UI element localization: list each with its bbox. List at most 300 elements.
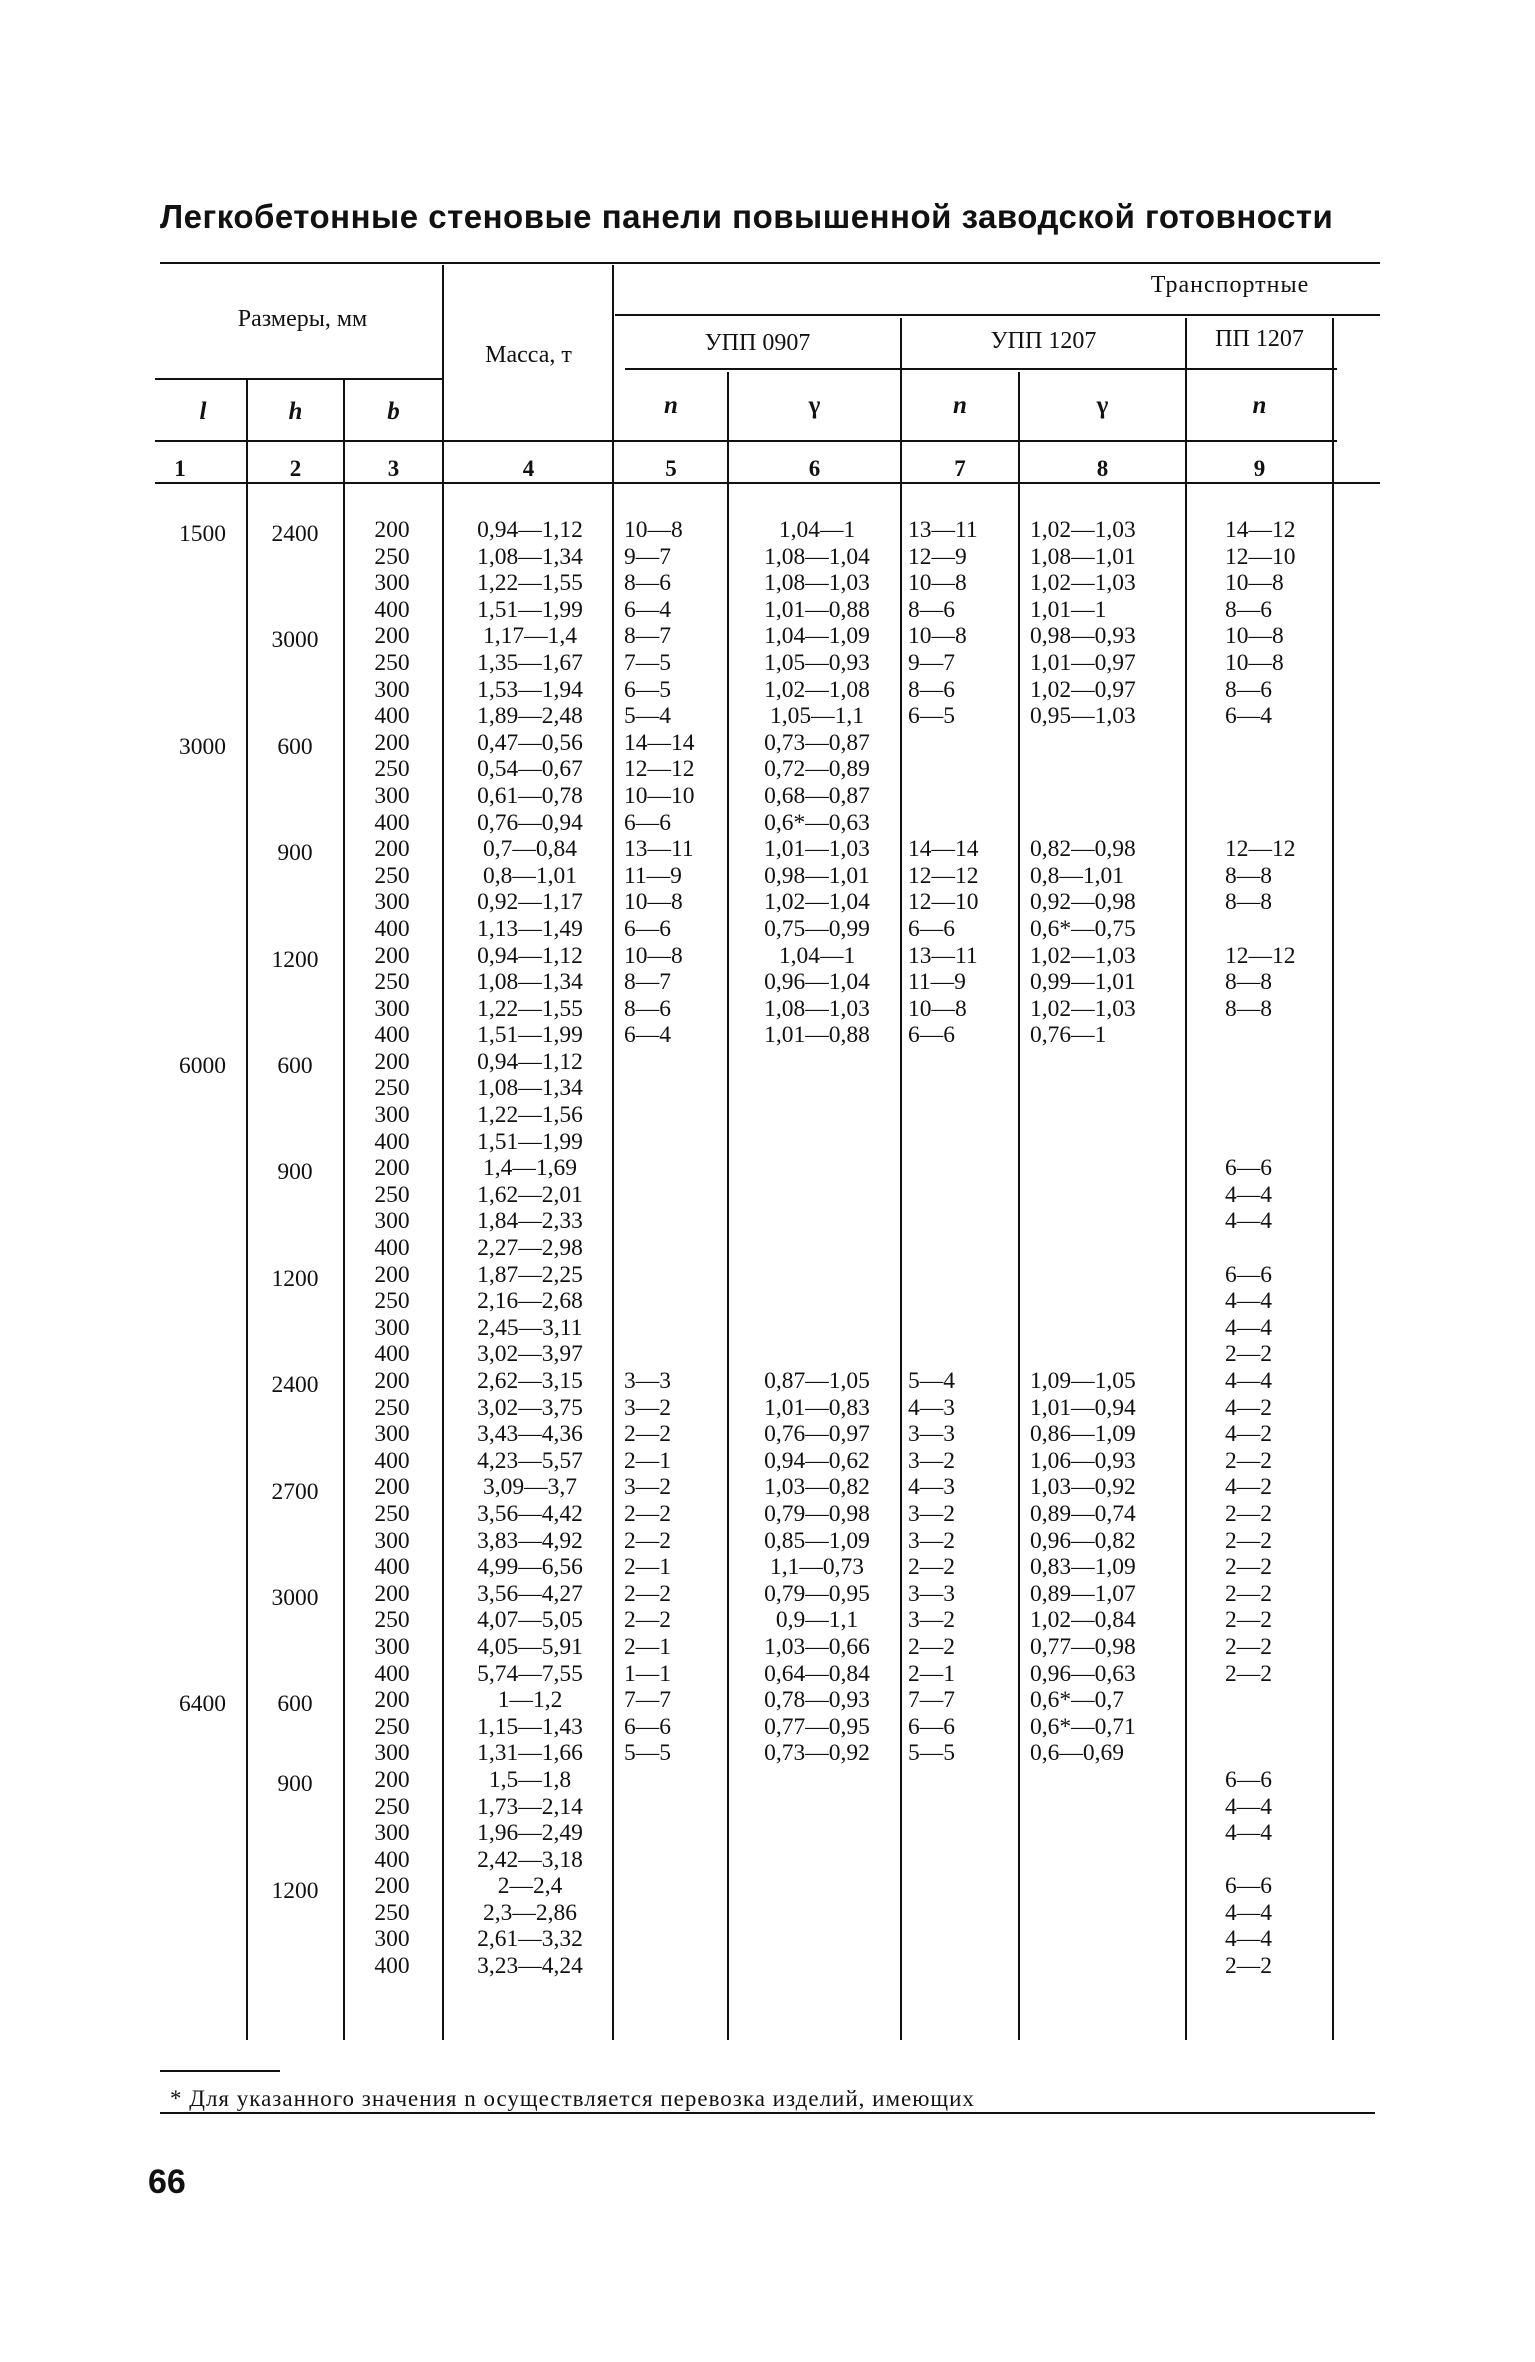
h-value: 3000 [271,627,319,654]
n-upp1207-value: 6—6 [908,1713,955,1740]
gamma-upp1207-value: 0,82—0,98 [1030,836,1136,863]
mass-value: 0,94—1,12 [477,1048,583,1075]
b-value: 400 [374,1128,410,1155]
header-upp0907: УПП 0907 [704,330,811,356]
n-upp1207-value: 9—7 [908,649,955,676]
column-gamma-upp0907 [742,517,892,1980]
mass-value: 1,08—1,34 [477,1075,583,1102]
n-pp1207-value [1225,783,1305,810]
gamma-upp1207-value [1030,1288,1175,1315]
n-upp1207-value [908,1767,998,1794]
gamma-upp1207-value: 0,6*—0,71 [1030,1713,1136,1740]
b-value: 200 [374,517,410,543]
b-value: 200 [374,1368,410,1394]
n-upp0907-value: 5—4 [624,703,671,730]
n-upp0907-value: 6—5 [624,676,671,703]
n-upp1207-value: 4—3 [908,1474,955,1501]
b-value: 300 [374,1527,410,1554]
gamma-upp0907-value: 1,01—0,83 [764,1394,870,1421]
gamma-upp1207-value [1030,1900,1175,1927]
b-value: 200 [374,1155,410,1182]
gamma-upp1207-value: 1,01—0,97 [1030,649,1136,676]
n-upp0907-value [624,1341,704,1368]
gamma-upp1207-value [1030,1182,1175,1209]
n-upp0907-value [624,1075,704,1102]
col-divider-5-6 [727,372,729,2040]
b-value: 400 [374,1554,410,1581]
n-upp1207-value [908,1049,998,1076]
mass-value: 0,7—0,84 [483,836,577,863]
gamma-upp1207-value: 0,99—1,01 [1030,969,1136,996]
header-transport: Транспортные [1150,272,1310,298]
header-n-upp0907: n [664,392,678,419]
n-upp0907-value: 13—11 [624,836,694,863]
gamma-upp1207-value [1030,1953,1175,1980]
gamma-upp0907-value [742,1315,892,1342]
n-upp1207-value: 5—5 [908,1740,955,1767]
gamma-upp0907-value [742,1075,892,1102]
b-value: 200 [374,1687,410,1714]
n-pp1207-value: 2—2 [1225,1500,1272,1527]
gamma-upp1207-value [1030,756,1175,783]
gamma-upp0907-value: 1,1—0,73 [770,1554,864,1581]
b-value: 250 [374,1500,410,1527]
mass-value: 3,56—4,27 [477,1580,583,1607]
col-divider-mass-transport [612,265,614,2040]
gamma-upp0907-value [742,1208,892,1235]
mass-value: 1,22—1,56 [477,1102,583,1129]
header-l: l [199,398,207,425]
gamma-upp1207-value: 0,76—1 [1030,1022,1107,1049]
n-upp1207-value [908,1155,998,1182]
gamma-upp0907-value: 1,05—1,1 [770,703,864,730]
n-upp1207-value: 13—11 [908,942,978,969]
b-value: 250 [374,969,410,996]
n-pp1207-value: 12—12 [1225,942,1296,969]
n-upp0907-value [624,1288,704,1315]
gamma-upp0907-value: 0,72—0,89 [764,756,870,783]
n-upp1207-value: 3—2 [908,1447,955,1474]
n-upp1207-value: 3—2 [908,1500,955,1527]
n-pp1207-value [1225,810,1305,837]
n-upp1207-value: 10—8 [908,995,967,1022]
n-upp1207-value: 3—3 [908,1580,955,1607]
gamma-upp0907-value: 0,73—0,87 [764,729,870,756]
b-value: 300 [374,1421,410,1448]
n-pp1207-value: 8—8 [1225,862,1272,889]
gamma-upp1207-value [1030,1847,1175,1874]
gamma-upp0907-value: 1,02—1,04 [764,889,870,916]
n-pp1207-value [1225,1740,1305,1767]
n-pp1207-value [1225,1129,1305,1156]
n-upp0907-value: 2—2 [624,1500,671,1527]
gamma-upp1207-value [1030,1129,1175,1156]
b-value: 200 [374,1261,410,1288]
n-pp1207-value: 4—4 [1225,1181,1272,1208]
mass-value: 0,8—1,01 [483,862,577,889]
n-upp0907-value [624,1129,704,1156]
gamma-upp0907-value [742,1235,892,1262]
b-value: 300 [374,1740,410,1767]
n-upp1207-value [908,1953,998,1980]
gamma-upp0907-value: 0,79—0,98 [764,1500,870,1527]
gamma-upp1207-value: 0,98—0,93 [1030,623,1136,650]
b-value: 300 [374,889,410,916]
gamma-upp1207-value [1030,1102,1175,1129]
n-upp0907-value [624,1049,704,1076]
mass-value: 4,23—5,57 [477,1447,583,1474]
gamma-upp1207-value: 0,86—1,09 [1030,1421,1136,1448]
n-pp1207-value [1225,1049,1305,1076]
mass-value: 3,02—3,97 [477,1341,583,1368]
n-upp1207-value: 6—6 [908,915,955,942]
gamma-upp1207-value: 1,02—1,03 [1030,942,1136,969]
mass-value: 2,62—3,15 [477,1368,583,1394]
mass-value: 1,4—1,69 [483,1155,577,1182]
n-pp1207-value: 2—2 [1225,1554,1272,1581]
b-value: 400 [374,1341,410,1368]
n-upp0907-value: 6—6 [624,1713,671,1740]
h-value: 900 [277,1159,313,1186]
b-value: 300 [374,1102,410,1129]
h-value: 600 [277,1053,313,1079]
footnote-separator [160,2070,280,2072]
mass-value: 1,53—1,94 [477,676,583,703]
gamma-upp0907-value: 1,04—1,09 [764,623,870,650]
n-upp0907-value: 10—8 [624,889,683,916]
n-pp1207-value: 4—4 [1225,1899,1272,1926]
b-value: 400 [374,596,410,623]
b-value: 400 [374,1447,410,1474]
b-value: 300 [374,1314,410,1341]
col-number-7: 7 [954,456,966,481]
b-value: 250 [374,1394,410,1421]
gamma-upp1207-value: 1,01—1 [1030,596,1107,623]
gamma-upp1207-value [1030,730,1175,757]
n-pp1207-value: 6—6 [1225,1766,1272,1793]
n-upp1207-value: 13—11 [908,517,978,543]
gamma-upp0907-value: 0,64—0,84 [764,1660,870,1687]
b-value: 400 [374,703,410,730]
n-upp0907-value: 2—2 [624,1421,671,1448]
b-value: 250 [374,1713,410,1740]
n-upp1207-value: 7—7 [908,1687,955,1714]
b-value: 200 [374,1873,410,1900]
h-value: 600 [277,733,313,760]
l-value: 1500 [179,521,226,547]
n-upp0907-value: 8—7 [624,623,671,650]
gamma-upp0907-value: 0,85—1,09 [764,1527,870,1554]
n-upp0907-value: 3—2 [624,1394,671,1421]
n-upp0907-value: 7—5 [624,649,671,676]
gamma-upp0907-value: 1,01—0,88 [764,596,870,623]
gamma-upp1207-value [1030,1075,1175,1102]
mass-value: 5,74—7,55 [477,1660,583,1687]
n-upp1207-value [908,1926,998,1953]
n-upp0907-value [624,1953,704,1980]
header-h: h [288,398,303,425]
col-number-5: 5 [665,456,677,481]
n-upp1207-value: 5—4 [908,1368,955,1394]
gamma-upp1207-value [1030,1208,1175,1235]
b-value: 400 [374,915,410,942]
mass-value: 3,09—3,7 [483,1474,577,1501]
n-upp1207-value [908,1900,998,1927]
gamma-upp0907-value: 0,98—1,01 [764,862,870,889]
mass-value: 2,42—3,18 [477,1846,583,1873]
n-pp1207-value: 4—2 [1225,1421,1272,1448]
b-value: 300 [374,1820,410,1847]
gamma-upp0907-value [742,1926,892,1953]
n-upp0907-value [624,1155,704,1182]
mass-value: 2,3—2,86 [483,1899,577,1926]
n-pp1207-value [1225,1847,1305,1874]
n-upp1207-value [908,1208,998,1235]
n-pp1207-value [1225,1235,1305,1262]
h-value: 900 [277,840,313,867]
gamma-upp1207-value: 0,8—1,01 [1030,862,1124,889]
gamma-upp0907-value [742,1794,892,1821]
mass-value: 1,08—1,34 [477,969,583,996]
n-upp1207-value [908,756,998,783]
mass-value: 0,47—0,56 [477,729,583,756]
b-value: 400 [374,1846,410,1873]
b-value: 250 [374,1607,410,1634]
n-pp1207-value: 2—2 [1225,1447,1272,1474]
gamma-upp0907-value: 1,08—1,03 [764,570,870,597]
n-upp0907-value: 6—4 [624,1022,671,1049]
b-value: 250 [374,756,410,783]
b-value: 200 [374,1048,410,1075]
mass-value: 0,92—1,17 [477,889,583,916]
n-upp1207-value [908,1075,998,1102]
gamma-upp1207-value [1030,1262,1175,1289]
b-value: 250 [374,862,410,889]
gamma-upp0907-value: 1,04—1 [778,517,856,543]
n-pp1207-value: 4—4 [1225,1314,1272,1341]
n-pp1207-value: 8—8 [1225,969,1272,996]
h-value: 3000 [271,1585,319,1611]
n-upp0907-value: 8—7 [624,969,671,996]
gamma-upp0907-value: 1,08—1,04 [764,543,870,570]
b-value: 300 [374,782,410,809]
gamma-upp0907-value [742,1847,892,1874]
gamma-upp0907-value [742,1288,892,1315]
mass-value: 2—2,4 [497,1873,563,1900]
gamma-upp0907-value [742,1102,892,1129]
column-n-pp1207 [1225,517,1305,1980]
mass-value: 2,27—2,98 [477,1235,583,1262]
b-value: 250 [374,1181,410,1208]
col-divider-right [1332,318,1334,2040]
n-pp1207-value [1225,1075,1305,1102]
n-upp0907-value: 8—6 [624,570,671,597]
col-number-8: 8 [1096,456,1109,481]
gamma-upp0907-value: 0,75—0,99 [764,915,870,942]
n-upp1207-value [908,1129,998,1156]
n-pp1207-value: 4—4 [1225,1793,1272,1820]
gamma-upp1207-value [1030,1049,1175,1076]
gamma-upp0907-value [742,1049,892,1076]
n-upp1207-value: 4—3 [908,1394,955,1421]
n-upp1207-value: 3—3 [908,1421,955,1448]
b-value: 200 [374,942,410,969]
gamma-upp0907-value: 0,78—0,93 [764,1687,870,1714]
h-value: 2400 [271,521,319,547]
n-upp0907-value: 2—2 [624,1580,671,1607]
mass-value: 3,43—4,36 [477,1421,583,1448]
n-upp0907-value: 7—7 [624,1687,671,1714]
mass-value: 1,51—1,99 [477,1022,583,1049]
col-number-3: 3 [387,456,400,481]
gamma-upp0907-value: 0,6*—0,63 [764,809,870,836]
n-upp0907-value [624,1900,704,1927]
n-upp0907-value: 3—3 [624,1368,671,1394]
n-pp1207-value [1225,730,1305,757]
gamma-upp0907-value: 0,77—0,95 [764,1713,870,1740]
gamma-upp1207-value: 1,03—0,92 [1030,1474,1136,1501]
n-pp1207-value: 6—4 [1225,703,1272,730]
n-upp0907-value: 14—14 [624,729,695,756]
col-divider-b-mass [442,265,444,2040]
mass-value: 4,05—5,91 [477,1633,583,1660]
page-number: 66 [148,2163,186,2201]
header-b: b [387,398,400,425]
mass-value: 1,08—1,34 [477,543,583,570]
gamma-upp1207-value [1030,1235,1175,1262]
n-upp1207-value [908,1341,998,1368]
b-value: 400 [374,809,410,836]
gamma-upp0907-value [742,1873,892,1900]
col-number-9: 9 [1253,456,1266,481]
n-upp1207-value [908,1182,998,1209]
n-pp1207-value: 2—2 [1225,1607,1272,1634]
n-pp1207-value: 10—8 [1225,649,1284,676]
gamma-upp1207-value: 0,96—0,82 [1030,1527,1136,1554]
b-value: 400 [374,1953,410,1980]
h-value: 900 [277,1771,313,1798]
n-pp1207-value: 4—4 [1225,1288,1272,1315]
gamma-upp0907-value: 1,03—0,82 [764,1474,870,1501]
mass-value: 1,87—2,25 [477,1261,583,1288]
gamma-upp1207-value [1030,1820,1175,1847]
gamma-upp1207-value: 0,6—0,69 [1030,1740,1124,1767]
n-pp1207-value: 2—2 [1225,1953,1272,1980]
n-upp1207-value [908,1820,998,1847]
n-upp0907-value: 6—6 [624,915,671,942]
n-upp0907-value [624,1102,704,1129]
mass-value: 1,51—1,99 [477,1128,583,1155]
mass-value: 3,83—4,92 [477,1527,583,1554]
gamma-upp0907-value: 0,68—0,87 [764,782,870,809]
n-upp0907-value: 2—1 [624,1554,671,1581]
b-value: 300 [374,1926,410,1953]
column-gamma-upp1207 [1030,517,1175,1980]
n-upp1207-value [908,1873,998,1900]
n-upp1207-value: 6—5 [908,703,955,730]
n-pp1207-value: 6—6 [1225,1261,1272,1288]
b-value: 300 [374,1208,410,1235]
n-pp1207-value: 2—2 [1225,1580,1272,1607]
gamma-upp0907-value: 0,76—0,97 [764,1421,870,1448]
gamma-upp1207-value: 0,6*—0,75 [1030,915,1136,942]
n-pp1207-value: 4—2 [1225,1394,1272,1421]
gamma-upp1207-value [1030,1155,1175,1182]
b-value: 200 [374,1766,410,1793]
n-pp1207-value: 4—4 [1225,1368,1272,1394]
h-value: 2700 [271,1478,319,1505]
subheader-rule [625,368,1337,370]
n-pp1207-value: 10—8 [1225,623,1284,650]
col-number-4: 4 [522,456,535,481]
n-upp0907-value: 10—8 [624,942,683,969]
n-upp0907-value: 2—2 [624,1607,671,1634]
gamma-upp0907-value: 1,01—0,88 [764,1022,870,1049]
mass-value: 1,84—2,33 [477,1208,583,1235]
l-value: 6000 [179,1053,226,1079]
b-value: 250 [374,1288,410,1315]
b-value: 400 [374,1660,410,1687]
n-upp1207-value: 12—12 [908,862,979,889]
gamma-upp0907-value [742,1900,892,1927]
mass-value: 0,76—0,94 [477,809,583,836]
mass-value: 1,13—1,49 [477,915,583,942]
h-value: 2400 [271,1372,319,1399]
gamma-upp0907-value: 1,05—0,93 [764,649,870,676]
col-number-2: 2 [289,456,302,481]
gamma-upp0907-value: 0,79—0,95 [764,1580,870,1607]
n-upp0907-value [624,1262,704,1289]
h-value: 1200 [271,1265,319,1292]
b-value: 200 [374,1580,410,1607]
header-gamma-upp0907: γ [808,392,821,419]
mass-value: 0,61—0,78 [477,782,583,809]
col-divider-7-8 [1018,372,1020,2040]
gamma-upp1207-value: 0,6*—0,7 [1030,1687,1124,1714]
n-pp1207-value: 8—8 [1225,995,1272,1022]
n-upp0907-value [624,1315,704,1342]
l-value: 6400 [179,1691,226,1718]
n-upp1207-value [908,1847,998,1874]
n-pp1207-value: 2—2 [1225,1527,1272,1554]
n-pp1207-value [1225,756,1305,783]
mass-value: 3,02—3,75 [477,1394,583,1421]
n-pp1207-value: 4—4 [1225,1208,1272,1235]
n-upp1207-value [908,1288,998,1315]
gamma-upp0907-value: 1,01—1,03 [764,836,870,863]
n-upp1207-value [908,810,998,837]
n-pp1207-value: 6—6 [1225,1155,1272,1182]
mass-value: 1,15—1,43 [477,1713,583,1740]
gamma-upp1207-value [1030,1341,1175,1368]
b-value: 250 [374,1075,410,1102]
gamma-upp1207-value: 1,02—0,97 [1030,676,1136,703]
n-upp0907-value [624,1926,704,1953]
b-value: 250 [374,1899,410,1926]
header-pp1207: ПП 1207 [1215,326,1304,352]
b-value: 250 [374,1793,410,1820]
n-upp0907-value: 11—9 [624,862,682,889]
gamma-upp0907-value [742,1182,892,1209]
b-value: 300 [374,995,410,1022]
n-upp0907-value: 2—2 [624,1527,671,1554]
col-divider-l-h [246,380,248,2040]
gamma-upp0907-value [742,1767,892,1794]
header-mass: Масса, т [485,342,572,368]
gamma-upp0907-value: 0,87—1,05 [764,1368,870,1394]
n-pp1207-value [1225,1102,1305,1129]
n-upp1207-value: 10—8 [908,623,967,650]
